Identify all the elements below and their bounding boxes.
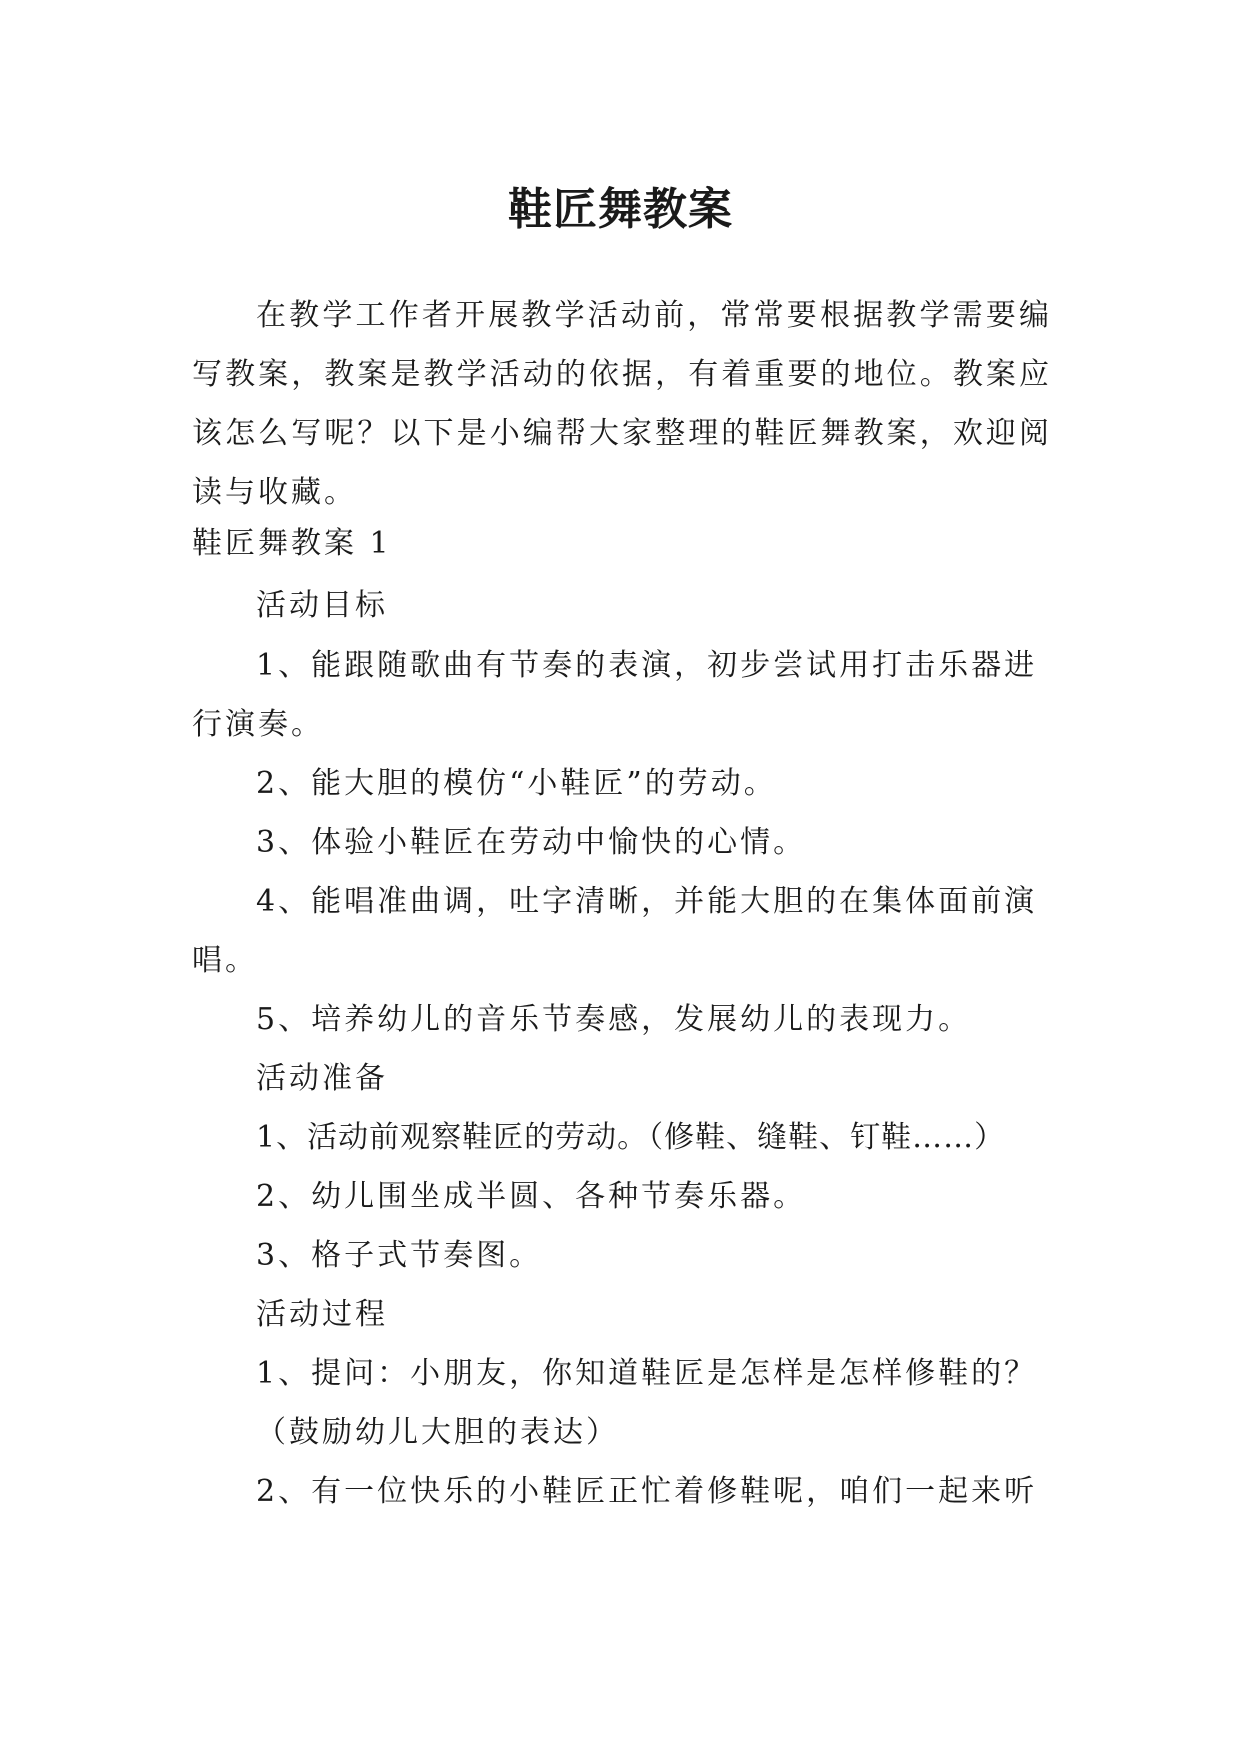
intro-paragraph: 在教学工作者开展教学活动前，常常要根据教学需要编写教案，教案是教学活动的依据，有着重要的地位。教案应该怎么写呢？以下是小编帮大家整理的鞋匠舞教案，欢迎阅读与收藏。	[192, 298, 1052, 510]
process-item-1: 1、提问：小朋友，你知道鞋匠是怎样是怎样修鞋的？	[256, 1356, 1038, 1391]
goal-item-4-continuation: 唱。	[192, 943, 258, 978]
goal-item-5: 5、培养幼儿的音乐节奏感，发展幼儿的表现力。	[256, 1002, 972, 1037]
section-heading: 鞋匠舞教案 1	[192, 526, 392, 561]
prep-item-2: 2、幼儿围坐成半圆、各种节奏乐器。	[256, 1179, 807, 1214]
process-item-1-note: （鼓励幼儿大胆的表达）	[256, 1415, 619, 1450]
goal-item-1-continuation: 行演奏。	[192, 707, 324, 742]
process-heading: 活动过程	[256, 1297, 388, 1332]
prep-item-1: 1、活动前观察鞋匠的劳动。（修鞋、缝鞋、钉鞋……）	[256, 1120, 1006, 1155]
goal-item-3: 3、体验小鞋匠在劳动中愉快的心情。	[256, 825, 807, 860]
prep-item-3: 3、格子式节奏图。	[256, 1238, 543, 1273]
goal-item-4: 4、能唱准曲调，吐字清晰，并能大胆的在集体面前演	[256, 884, 1038, 919]
goal-item-2: 2、能大胆的模仿“小鞋匠”的劳动。	[256, 766, 777, 801]
process-item-2: 2、有一位快乐的小鞋匠正忙着修鞋呢，咱们一起来听	[256, 1474, 1038, 1509]
goal-item-1: 1、能跟随歌曲有节奏的表演，初步尝试用打击乐器进	[256, 648, 1038, 683]
page-title: 鞋匠舞教案	[508, 184, 733, 236]
prep-heading: 活动准备	[256, 1061, 388, 1096]
goals-heading: 活动目标	[256, 588, 388, 623]
